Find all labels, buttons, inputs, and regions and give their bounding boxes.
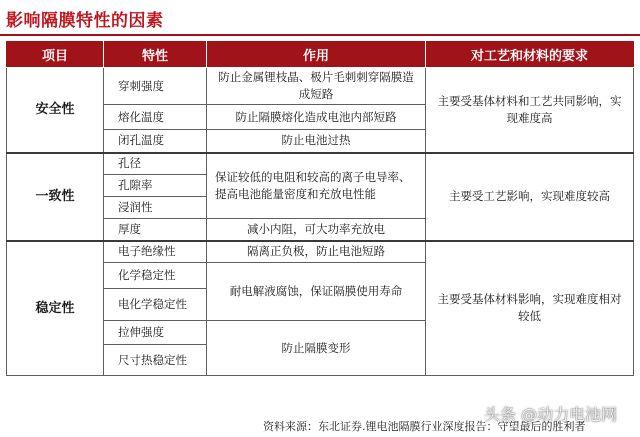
effect-cell: 防止金属锂枝晶、极片毛刺刺穿隔膜造成短路: [207, 68, 426, 105]
effect-cell: 防止隔膜变形: [207, 321, 426, 376]
header-item: 项目: [7, 42, 104, 68]
effect-cell: 耐电解液腐蚀，保证隔膜使用寿命: [207, 263, 426, 321]
table-row: [7, 241, 634, 263]
table-row: [7, 68, 634, 105]
effect-cell: 隔离正负极，防止电池短路: [207, 241, 426, 263]
property-cell: 厚度: [104, 219, 207, 241]
effect-cell: 减小内阻，可大功率充放电: [207, 219, 426, 241]
group-consistency: 一致性: [7, 153, 104, 241]
requirement-cell: 主要受基体材料和工艺共同影响，实现难度高: [426, 68, 634, 153]
header-function: 作用: [207, 42, 426, 68]
effect-cell: 防止隔膜熔化造成电池内部短路: [207, 105, 426, 130]
group-stability: 稳定性: [7, 241, 104, 376]
header-requirement: 对工艺和材料的要求: [426, 42, 634, 68]
property-cell: 电子绝缘性: [104, 241, 207, 263]
table-row: [7, 153, 634, 175]
requirement-cell: 主要受工艺影响，实现难度较高: [426, 153, 634, 241]
header-property: 特性: [104, 42, 207, 68]
page-title: 影响隔膜特性的因素: [6, 11, 164, 31]
source-note: 资料来源：东北证券.锂电池隔膜行业深度报告：守望最后的胜利者: [263, 420, 586, 433]
table-header-row: [7, 42, 634, 68]
property-cell: 化学稳定性: [104, 263, 207, 289]
property-cell: 闭孔温度: [104, 130, 207, 153]
property-cell: 尺寸热稳定性: [104, 345, 207, 376]
property-cell: 孔隙率: [104, 175, 207, 197]
property-cell: 拉伸强度: [104, 321, 207, 345]
property-cell: 穿刺强度: [104, 68, 207, 105]
effect-cell: 保证较低的电阻和较高的离子电导率、提高电池能量密度和充放电性能: [207, 153, 426, 219]
property-cell: 电化学稳定性: [104, 289, 207, 321]
property-cell: 浸润性: [104, 197, 207, 219]
title-divider: [0, 34, 640, 36]
property-cell: 熔化温度: [104, 105, 207, 130]
property-cell: 孔径: [104, 153, 207, 175]
separator-factors-table: [6, 41, 634, 376]
effect-cell: 防止电池过热: [207, 130, 426, 153]
watermark: 头条 @动力电池网: [484, 405, 618, 424]
requirement-cell: 主要受基体材料影响，实现难度相对较低: [426, 241, 634, 376]
group-safety: 安全性: [7, 68, 104, 153]
